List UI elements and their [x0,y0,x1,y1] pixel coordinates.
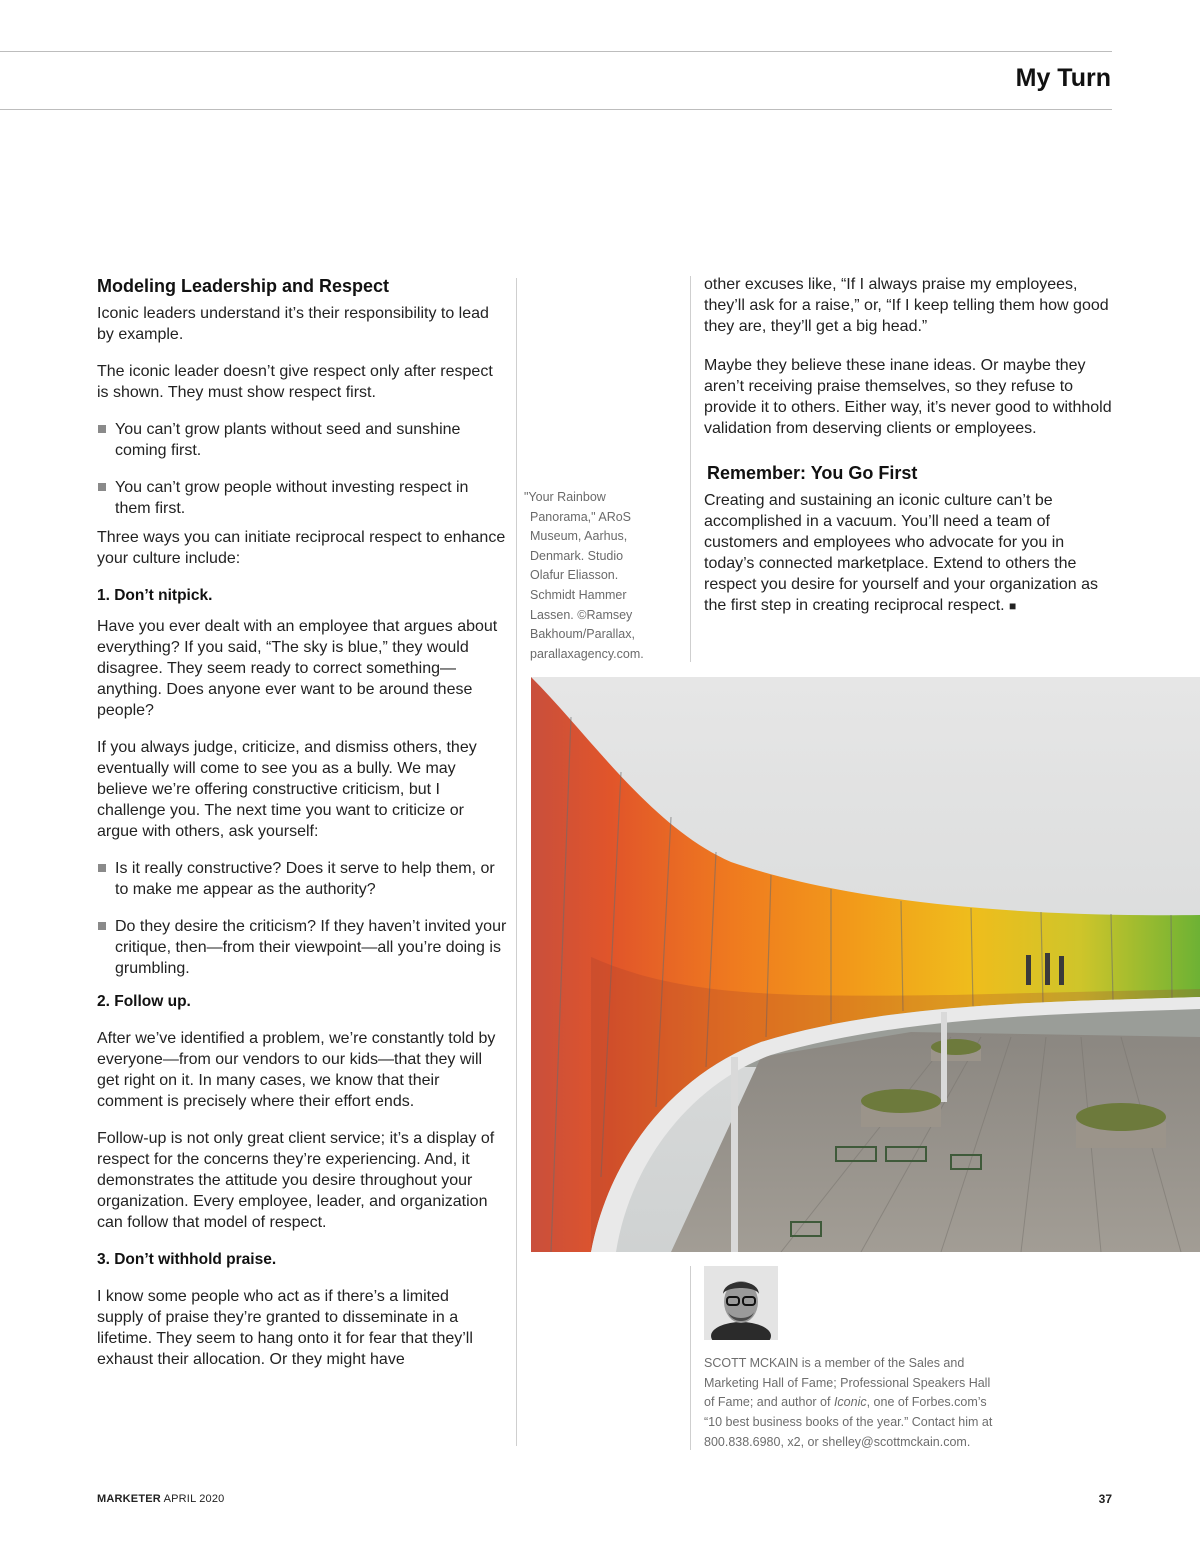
section-title: My Turn [1015,64,1111,92]
photo-caption: "Your Rainbow Panorama," ARoS Museum, Aarhus, Denmark. Studio Olafur Eliasson. Schmidt Hammer Lassen. ©Ramsey Bakhoum/Parallax, parallaxagency.com. [524,490,644,661]
left-column [97,276,507,1386]
top-rule [0,51,1112,52]
footer-publication [97,1493,225,1505]
author-bio: SCOTT MCKAIN is a member of the Sales and Marketing Hall of Fame; Professional Speakers Hall of Fame; and author of Iconic, one of Forbes.com’s “10 best business books of the year.” Contact him at 800.838.6980, x2, or shelley@scottmckain.com. [704,1356,993,1449]
list-item: Is it really constructive? Does it serve to help them, or to make me appear as the authority? [97,858,507,900]
header-bottom-rule [0,109,1112,110]
paragraph: Three ways you can initiate reciprocal respect to enhance your culture include: [97,529,506,567]
end-mark-icon: ■ [1009,599,1017,613]
paragraph: Iconic leaders understand it’s their responsibility to lead by example. [97,305,489,343]
paragraph: other excuses like, “If I always praise my employees, they’ll ask for a raise,” or, “If I keep telling them how good they are, they’ll get a big head.” [704,276,1109,335]
bullet-list [97,419,507,519]
magazine-name: MARKETER [97,1493,161,1505]
paragraph: The iconic leader doesn’t give respect only after respect is shown. They must show respect first. [97,363,493,401]
rainbow-panorama-photo [531,677,1200,1252]
square-bullet-icon [98,483,106,491]
subheading: 2. Follow up. [97,993,191,1010]
paragraph: Maybe they believe these inane ideas. Or maybe they aren’t receiving praise themselves, so they refuse to provide it to others. Either way, it’s never good to withhold validation from deserving clients or employees. [704,357,1112,437]
section-heading: Remember: You Go First [707,463,918,483]
page-number: 37 [1098,1492,1112,1506]
author-headshot [704,1266,778,1340]
paragraph: Have you ever dealt with an employee that argues about everything? If you said, “The sky is blue,” they would disagree. They seem ready to correct something—anything. Does anyone ever want to be around these people? [97,618,498,719]
subheading: 1. Don’t nitpick. [97,587,213,604]
list-item: Do they desire the criticism? If they haven’t invited your critique, then—from their viewpoint—all you’re doing is grumbling. [97,916,507,979]
book-title: Iconic [833,1395,867,1410]
right-column [704,274,1112,633]
article-heading: Modeling Leadership and Respect [97,276,390,296]
paragraph: Creating and sustaining an iconic culture can’t be accomplished in a vacuum. You’ll need a team of customers and employees who advocate for you in today’s connected marketplace. Extend to others the respect you desire for yourself and your organization as the first step in creating reciprocal respect. ■ [704,492,1098,614]
photo-illustration [531,677,1200,1252]
author-portrait [704,1266,778,1340]
bullet-list [97,858,507,979]
paragraph: Follow-up is not only great client service; it’s a display of respect for the concerns they’re experiencing. And, it demonstrates the attitude you desire throughout your organization. Every employee, leader, and organization can follow that model of respect. [97,1130,495,1231]
list-item: You can’t grow plants without seed and sunshine coming first. [97,419,487,461]
issue-date: APRIL 2020 [163,1493,225,1505]
subheading: 3. Don’t withhold praise. [97,1251,277,1268]
list-item: You can’t grow people without investing respect in them first. [97,477,487,519]
square-bullet-icon [98,864,106,872]
bio-divider [690,1266,691,1450]
paragraph: If you always judge, criticize, and dismiss others, they eventually will come to see you as a bully. We may believe we’re offering constructive criticism, but I challenge you. The next time you want to criticize or argue with others, ask yourself: [97,739,477,840]
square-bullet-icon [98,922,106,930]
square-bullet-icon [98,425,106,433]
column-divider [516,278,517,1446]
paragraph: After we’ve identified a problem, we’re constantly told by everyone—from our vendors to our kids—that they will get right on it. In many cases, we know that their comment is precisely where their effort ends. [97,1030,496,1110]
paragraph: I know some people who act as if there’s a limited supply of praise they’re granted to disseminate in a lifetime. They seem to hang onto it for fear that they’ll exhaust their allocation. Or they might have [97,1288,473,1368]
column-divider [690,276,691,662]
